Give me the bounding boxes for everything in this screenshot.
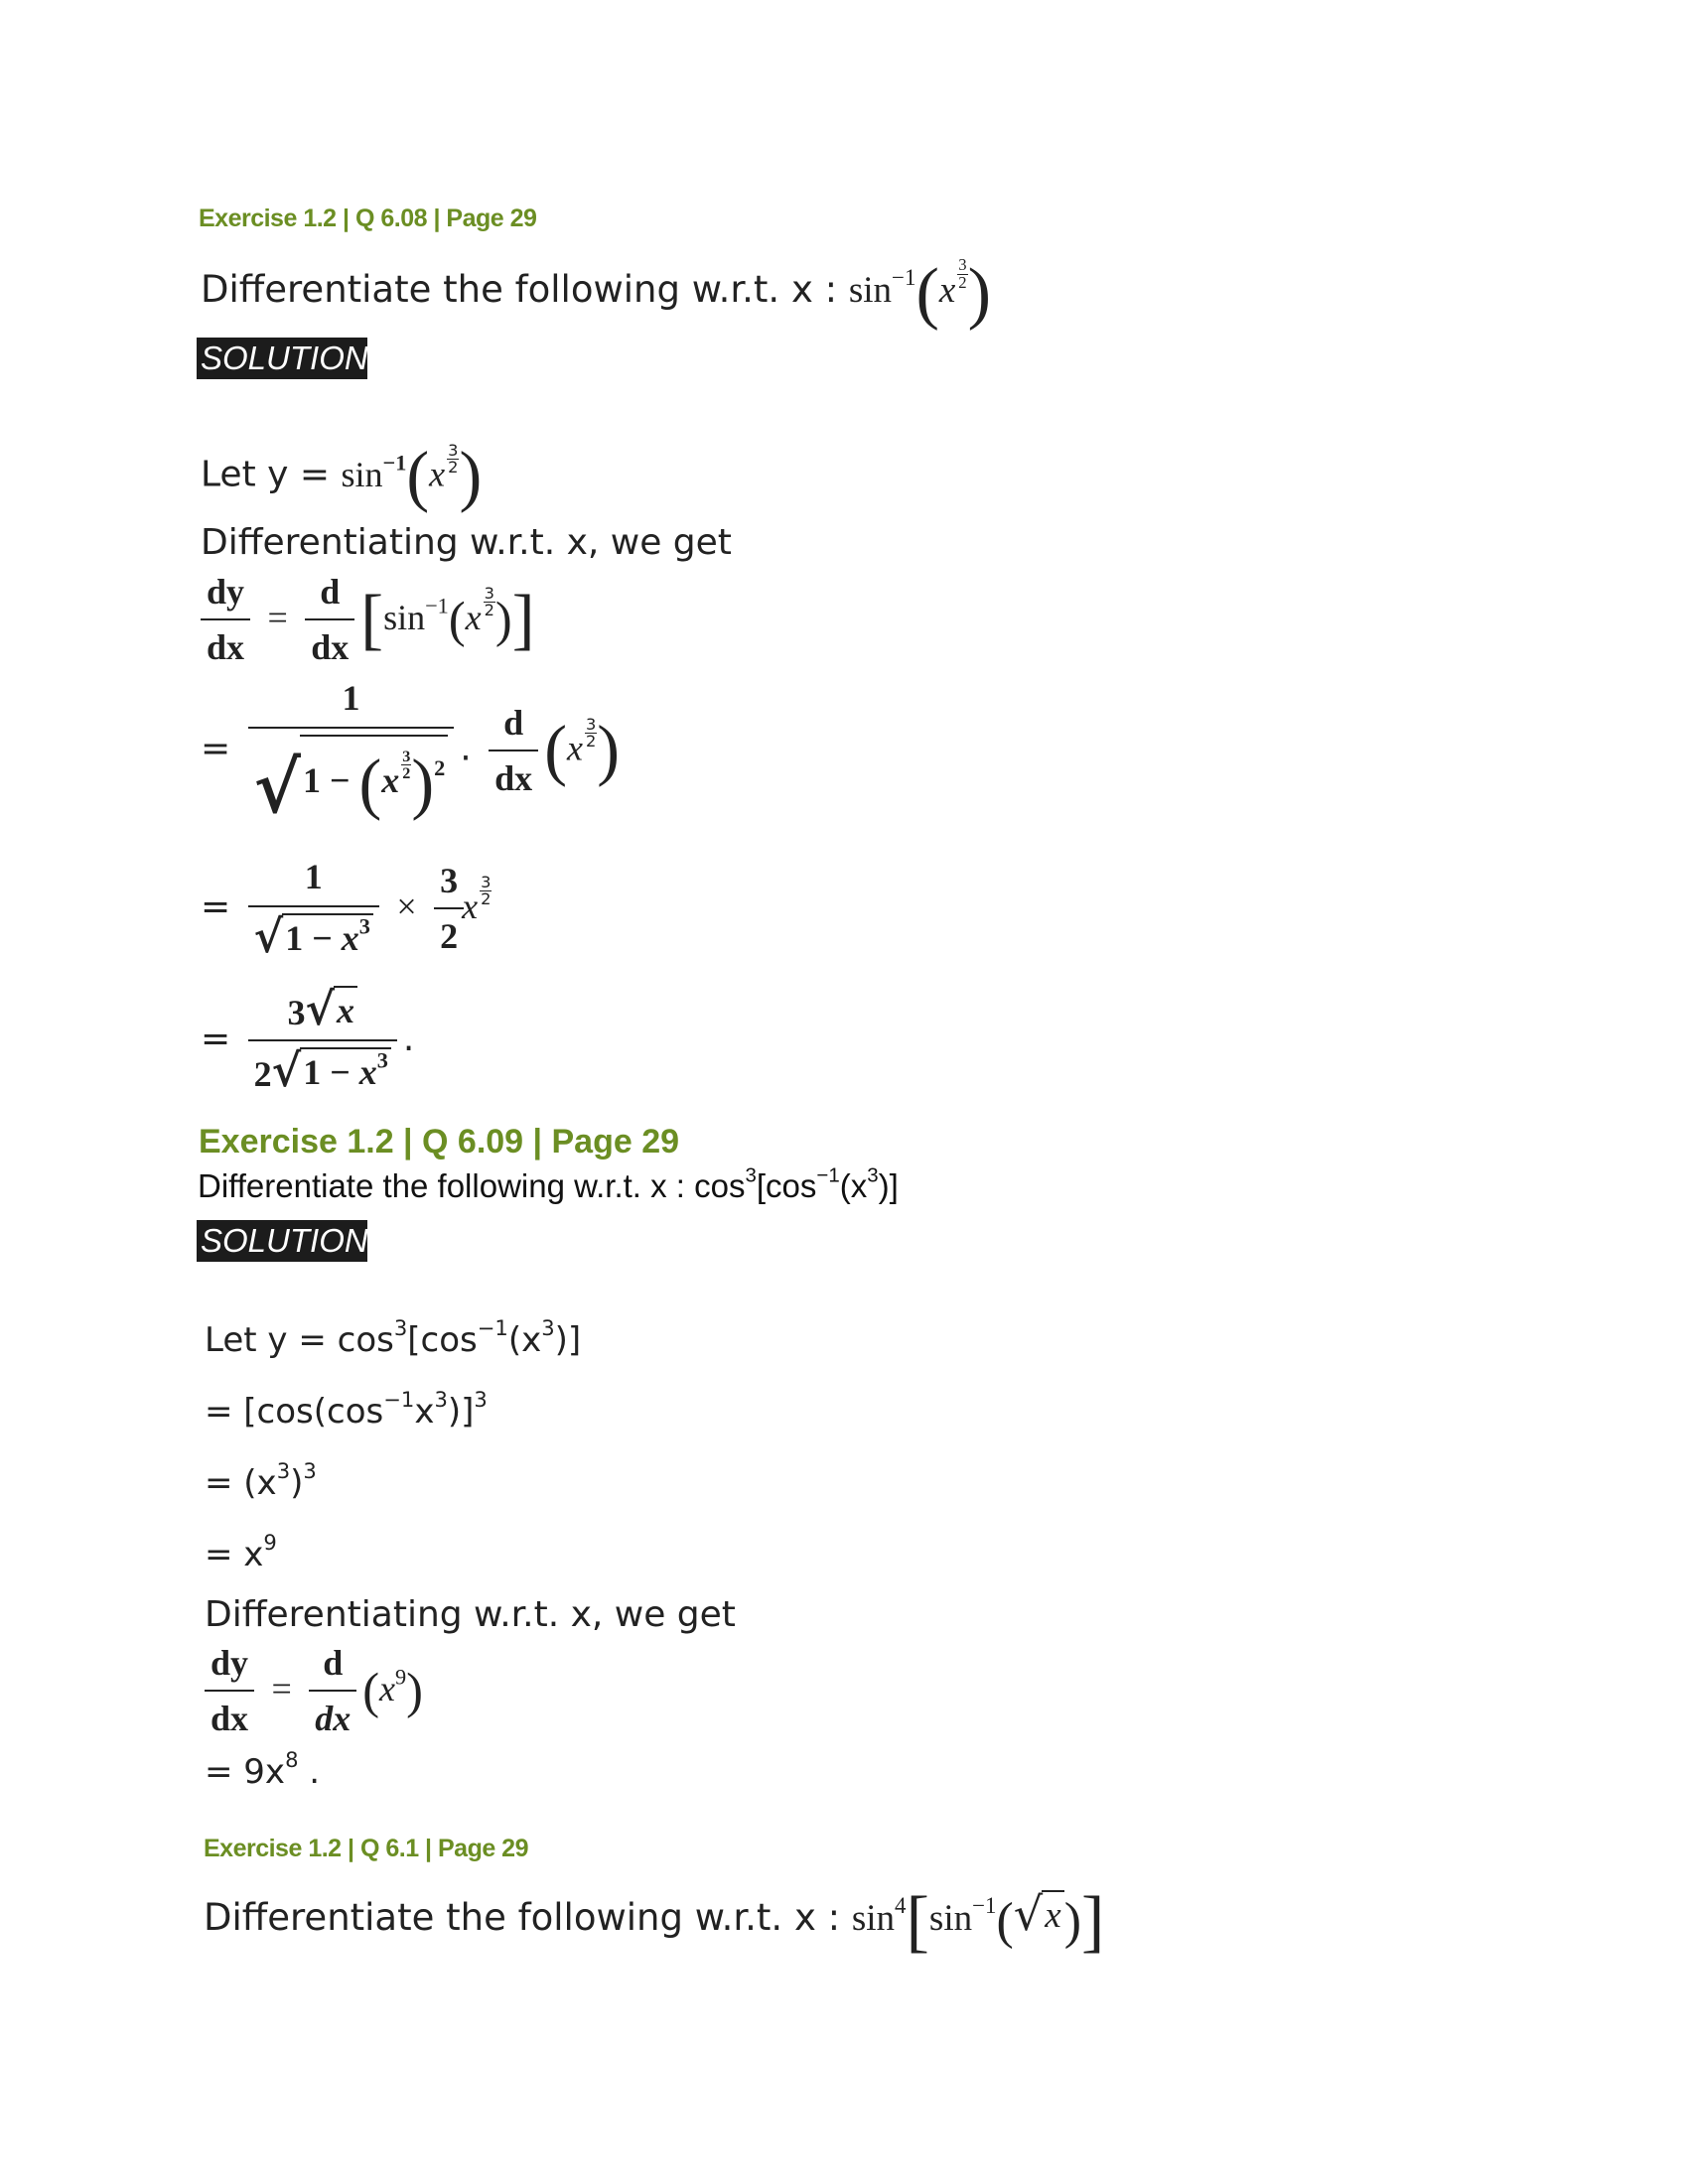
exercise-header: Exercise 1.2 | Q 6.08 | Page 29 bbox=[199, 205, 537, 232]
solution-step: = $(x^3)^3$ bbox=[205, 1458, 317, 1503]
question-text bbox=[201, 253, 991, 334]
exercise-header: Exercise 1.2 | Q 6.09 | Page 29 bbox=[199, 1123, 680, 1160]
question-math: $\sin^4[\sin^{-1}$( √ x )] bbox=[851, 1882, 1105, 1960]
solution-label: SOLUTION bbox=[197, 338, 367, 379]
solution-step: $\frac{dy}{dx}$ = $\frac{d}{dx}$ $(x^9)$ bbox=[205, 1642, 423, 1739]
question-prefix: Differentiate the following w.r.t. x : bbox=[204, 1895, 852, 1939]
solution-step: Let $y = \cos^3[\cos^{-1}(x^3)]$ bbox=[205, 1315, 582, 1360]
solution-step: Let $y = \sin^{-1}(x$ $\frac{3}{2}$ ) bbox=[201, 438, 483, 513]
solution-step: Differentiating w.r.t. x, we get bbox=[205, 1594, 736, 1635]
question-text bbox=[204, 1881, 1104, 1962]
question-text bbox=[198, 1163, 899, 1205]
question-math: $\sin^{-1}(x$ $\frac{3}{2}$ ) bbox=[848, 254, 992, 332]
question-prefix: Differentiate the following w.r.t. x : bbox=[201, 267, 849, 311]
solution-step: = 1 √ 1 − (x $\frac{3}{2}$ )$^2$ . $\frac{d}{dx}$ (x $\frac{3}{2}$ ) bbox=[201, 678, 621, 829]
exercise-header: Exercise 1.2 | Q 6.1 | Page 29 bbox=[204, 1835, 528, 1862]
solution-step: = $9x^8$ . bbox=[205, 1747, 321, 1792]
solution-step: $\frac{dy}{dx}$ = $\frac{d}{dx}$ [$\sin^{-1}(x$ $\frac{3}{2}$ )] bbox=[201, 571, 534, 668]
solution-step: Differentiating w.r.t. x, we get bbox=[201, 522, 732, 563]
solution-label: SOLUTION bbox=[197, 1220, 367, 1262]
solution-step: = $x^9$ bbox=[205, 1530, 277, 1574]
question-prefix: Differentiate the following w.r.t. x : bbox=[198, 1167, 695, 1204]
solution-step: = 1 √ $1 - x^3$ × $\frac{3}{2}$ x $\frac{3}{2}$ bbox=[201, 857, 492, 963]
question-math: $\cos^3[\cos^{-1}(x^3)]$ bbox=[694, 1163, 899, 1204]
solution-step: = 3 √ x 2 √ $1 - x^3$ . bbox=[201, 983, 415, 1097]
solution-step: = $[\cos(\cos^{-1}x^3)]^3$ bbox=[205, 1387, 488, 1432]
